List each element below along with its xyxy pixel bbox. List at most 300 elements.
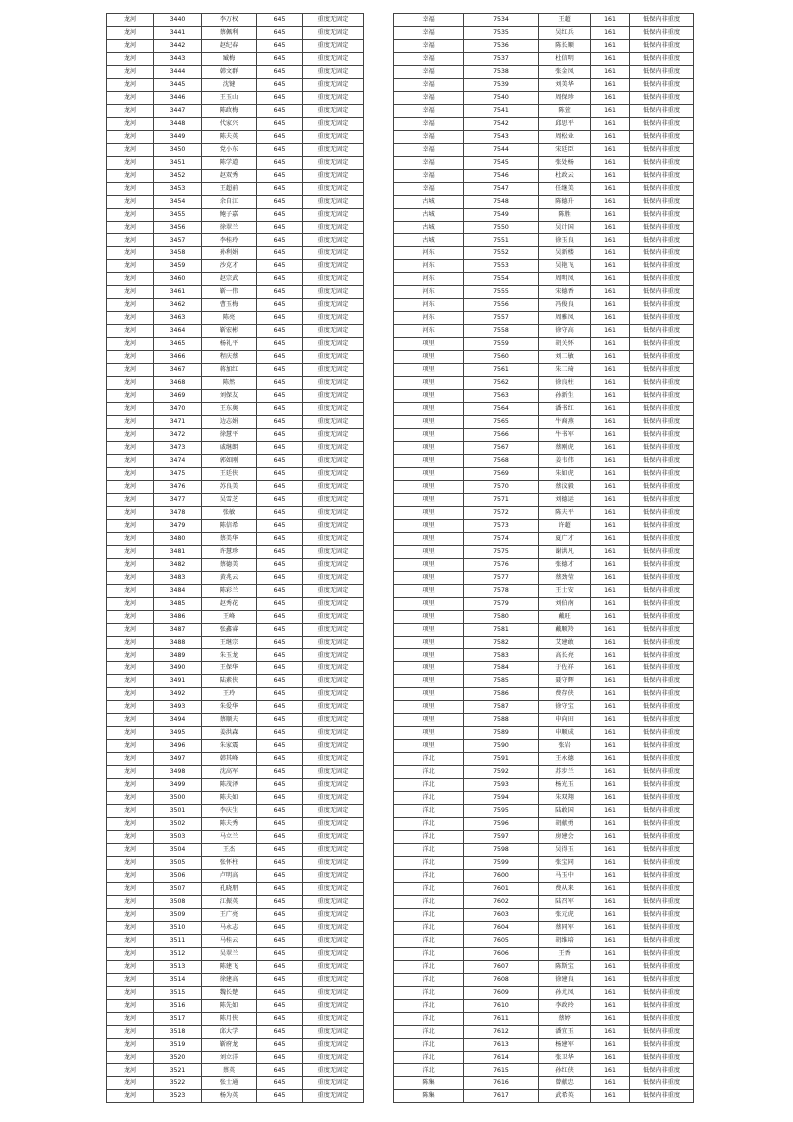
table-row (394, 960, 694, 973)
table-row (394, 351, 694, 364)
table-cell: 龙河 (107, 416, 154, 429)
table-cell: 王峰 (202, 610, 257, 623)
table-cell: 张金凤 (539, 65, 591, 78)
table-cell: 低保内非重度 (630, 766, 694, 779)
table-cell: 重度无固定 (303, 39, 364, 52)
table-cell: 645 (257, 545, 303, 558)
table-row (394, 662, 694, 675)
table-cell: 陈然 (202, 377, 257, 390)
table-cell: 7575 (464, 545, 539, 558)
table-row (394, 260, 694, 273)
table-row (107, 441, 364, 454)
table-cell: 低保内非重度 (630, 831, 694, 844)
table-row (107, 143, 364, 156)
table-cell: 幸福 (394, 78, 464, 91)
table-cell: 王超 (539, 14, 591, 27)
table-cell: 低保内非重度 (630, 247, 694, 260)
table-cell: 吴红兵 (539, 26, 591, 39)
table-cell: 3473 (154, 441, 202, 454)
table-cell: 许慧珍 (202, 545, 257, 558)
table-cell: 3470 (154, 403, 202, 416)
table-cell: 低保内非重度 (630, 649, 694, 662)
table-cell: 幸福 (394, 26, 464, 39)
table-cell: 王超前 (202, 182, 257, 195)
table-cell: 洋北 (394, 882, 464, 895)
table-cell: 低保内非重度 (630, 299, 694, 312)
table-cell: 低保内非重度 (630, 26, 694, 39)
table-row (394, 429, 694, 442)
table-row (394, 312, 694, 325)
table-cell: 645 (257, 895, 303, 908)
table-cell: 645 (257, 792, 303, 805)
table-row (394, 39, 694, 52)
table-cell: 重度无固定 (303, 779, 364, 792)
table-cell: 项里 (394, 584, 464, 597)
table-cell: 低保内非重度 (630, 545, 694, 558)
table-cell: 陈集 (394, 1077, 464, 1090)
table-cell: 161 (591, 78, 630, 91)
table-row (394, 454, 694, 467)
table-cell: 低保内非重度 (630, 351, 694, 364)
table-cell: 低保内非重度 (630, 844, 694, 857)
table-cell: 张敏 (202, 506, 257, 519)
table-cell: 沈高军 (202, 766, 257, 779)
table-cell: 河东 (394, 247, 464, 260)
table-cell: 3444 (154, 65, 202, 78)
table-cell: 重度无固定 (303, 117, 364, 130)
table-cell: 龙河 (107, 908, 154, 921)
table-cell: 161 (591, 299, 630, 312)
table-row (394, 208, 694, 221)
table-cell: 龙河 (107, 377, 154, 390)
table-cell: 161 (591, 649, 630, 662)
table-row (394, 480, 694, 493)
table-cell: 3503 (154, 831, 202, 844)
table-cell: 3488 (154, 636, 202, 649)
table-cell: 645 (257, 208, 303, 221)
table-cell: 645 (257, 351, 303, 364)
table-cell: 3454 (154, 195, 202, 208)
table-cell: 3486 (154, 610, 202, 623)
table-cell: 低保内非重度 (630, 740, 694, 753)
table-cell: 645 (257, 727, 303, 740)
table-cell: 吴得玉 (539, 844, 591, 857)
table-row (107, 169, 364, 182)
table-cell: 3469 (154, 390, 202, 403)
table-cell: 费存侠 (539, 688, 591, 701)
table-cell: 重度无固定 (303, 831, 364, 844)
table-row (107, 545, 364, 558)
table-cell: 龙河 (107, 856, 154, 869)
table-cell: 陈学道 (202, 156, 257, 169)
table-cell: 朱双翔 (539, 792, 591, 805)
table-cell: 低保内非重度 (630, 1077, 694, 1090)
table-cell: 低保内非重度 (630, 714, 694, 727)
table-cell: 645 (257, 856, 303, 869)
table-cell: 645 (257, 506, 303, 519)
table-cell: 龙河 (107, 1077, 154, 1090)
table-row (107, 377, 364, 390)
table-row (394, 869, 694, 882)
table-cell: 龙河 (107, 364, 154, 377)
table-cell: 朱玉龙 (202, 649, 257, 662)
table-cell: 龙河 (107, 727, 154, 740)
table-cell: 645 (257, 908, 303, 921)
table-cell: 161 (591, 831, 630, 844)
table-row (394, 882, 694, 895)
table-cell: 张士通 (202, 1077, 257, 1090)
table-cell: 161 (591, 195, 630, 208)
table-cell: 重度无固定 (303, 1012, 364, 1025)
table-cell: 陈德升 (539, 195, 591, 208)
table-cell: 7561 (464, 364, 539, 377)
table-cell: 低保内非重度 (630, 117, 694, 130)
table-cell: 7605 (464, 934, 539, 947)
table-cell: 马玉中 (539, 869, 591, 882)
table-row (107, 14, 364, 27)
table-cell: 7615 (464, 1064, 539, 1077)
table-cell: 645 (257, 14, 303, 27)
table-cell: 3520 (154, 1051, 202, 1064)
table-cell: 3448 (154, 117, 202, 130)
table-row (394, 221, 694, 234)
table-row (107, 856, 364, 869)
table-row (107, 831, 364, 844)
table-cell: 重度无固定 (303, 571, 364, 584)
table-cell: 7573 (464, 519, 539, 532)
table-cell: 杨礼平 (202, 338, 257, 351)
table-cell: 161 (591, 429, 630, 442)
table-cell: 161 (591, 221, 630, 234)
table-cell: 低保内非重度 (630, 610, 694, 623)
table-row (107, 519, 364, 532)
table-cell: 蔡顺夫 (202, 714, 257, 727)
table-cell: 3493 (154, 701, 202, 714)
table-cell: 645 (257, 364, 303, 377)
table-cell: 645 (257, 831, 303, 844)
table-cell: 3501 (154, 805, 202, 818)
table-cell: 645 (257, 1012, 303, 1025)
table-cell: 645 (257, 195, 303, 208)
table-cell: 3485 (154, 597, 202, 610)
table-row (394, 779, 694, 792)
table-row (394, 727, 694, 740)
table-row (107, 195, 364, 208)
table-row (394, 1025, 694, 1038)
table-cell: 韩其峰 (202, 753, 257, 766)
table-row (107, 753, 364, 766)
table-cell: 聂守辉 (539, 675, 591, 688)
table-cell: 低保内非重度 (630, 403, 694, 416)
table-cell: 沙克才 (202, 260, 257, 273)
table-cell: 161 (591, 156, 630, 169)
table-row (394, 247, 694, 260)
table-cell: 重度无固定 (303, 104, 364, 117)
table-cell: 龙河 (107, 701, 154, 714)
table-cell: 低保内非重度 (630, 532, 694, 545)
table-row (394, 636, 694, 649)
table-cell: 161 (591, 610, 630, 623)
table-cell: 7600 (464, 869, 539, 882)
table-cell: 龙河 (107, 26, 154, 39)
table-cell: 古城 (394, 221, 464, 234)
table-cell: 161 (591, 1090, 630, 1103)
table-cell: 161 (591, 26, 630, 39)
table-cell: 龙河 (107, 78, 154, 91)
table-cell: 161 (591, 1051, 630, 1064)
table-cell: 洋北 (394, 779, 464, 792)
table-cell: 3504 (154, 844, 202, 857)
table-row (107, 688, 364, 701)
table-cell: 7610 (464, 999, 539, 1012)
table-cell: 低保内非重度 (630, 390, 694, 403)
table-cell: 3483 (154, 571, 202, 584)
table-cell: 7574 (464, 532, 539, 545)
table-cell: 龙河 (107, 493, 154, 506)
table-cell: 161 (591, 390, 630, 403)
table-cell: 洋北 (394, 895, 464, 908)
table-row (107, 1012, 364, 1025)
table-cell: 幸福 (394, 52, 464, 65)
table-cell: 牛书军 (539, 429, 591, 442)
table-cell: 陈集 (394, 1090, 464, 1103)
table-row (107, 714, 364, 727)
table-cell: 161 (591, 947, 630, 960)
table-cell: 161 (591, 921, 630, 934)
table-cell: 重度无固定 (303, 986, 364, 999)
table-cell: 低保内非重度 (630, 921, 694, 934)
table-cell: 7593 (464, 779, 539, 792)
table-cell: 3462 (154, 299, 202, 312)
table-cell: 7545 (464, 156, 539, 169)
table-cell: 低保内非重度 (630, 377, 694, 390)
table-cell: 蔡佩利 (202, 26, 257, 39)
table-cell: 161 (591, 39, 630, 52)
table-row (107, 610, 364, 623)
table-cell: 低保内非重度 (630, 454, 694, 467)
table-row (107, 908, 364, 921)
table-row (394, 818, 694, 831)
table-cell: 重度无固定 (303, 52, 364, 65)
table-cell: 7570 (464, 480, 539, 493)
table-cell: 3472 (154, 429, 202, 442)
table-row (107, 805, 364, 818)
table-cell: 645 (257, 156, 303, 169)
table-cell: 龙河 (107, 636, 154, 649)
table-cell: 3478 (154, 506, 202, 519)
table-row (394, 895, 694, 908)
table-row (107, 766, 364, 779)
table-cell: 低保内非重度 (630, 779, 694, 792)
table-cell: 幸福 (394, 91, 464, 104)
table-cell: 7537 (464, 52, 539, 65)
table-cell: 3490 (154, 662, 202, 675)
table-cell: 洋北 (394, 856, 464, 869)
table-row (394, 104, 694, 117)
table-cell: 吴艳飞 (539, 260, 591, 273)
table-cell: 低保内非重度 (630, 325, 694, 338)
table-cell: 161 (591, 805, 630, 818)
table-cell: 3515 (154, 986, 202, 999)
table-cell: 161 (591, 766, 630, 779)
table-cell: 161 (591, 623, 630, 636)
table-row (394, 610, 694, 623)
table-cell: 重度无固定 (303, 441, 364, 454)
table-cell: 161 (591, 1025, 630, 1038)
table-cell: 洋北 (394, 934, 464, 947)
table-cell: 洋北 (394, 908, 464, 921)
table-cell: 重度无固定 (303, 403, 364, 416)
table-cell: 龙河 (107, 506, 154, 519)
table-cell: 卢明高 (202, 869, 257, 882)
table-cell: 洋北 (394, 869, 464, 882)
table-cell: 645 (257, 117, 303, 130)
table-cell: 重度无固定 (303, 999, 364, 1012)
table-cell: 重度无固定 (303, 597, 364, 610)
table-cell: 7596 (464, 818, 539, 831)
table-cell: 3461 (154, 286, 202, 299)
table-cell: 项里 (394, 610, 464, 623)
table-cell: 重度无固定 (303, 429, 364, 442)
table-cell: 于佐祥 (539, 662, 591, 675)
table-cell: 陆召军 (539, 895, 591, 908)
table-cell: 戴旺 (539, 610, 591, 623)
table-cell: 重度无固定 (303, 1090, 364, 1103)
table-cell: 161 (591, 104, 630, 117)
table-row (394, 1090, 694, 1103)
table-cell: 161 (591, 143, 630, 156)
table-cell: 鲍子嘉 (202, 208, 257, 221)
table-row (107, 740, 364, 753)
table-cell: 7578 (464, 584, 539, 597)
table-cell: 王保华 (202, 662, 257, 675)
table-cell: 项里 (394, 454, 464, 467)
table-row (107, 117, 364, 130)
table-cell: 7609 (464, 986, 539, 999)
table-row (107, 429, 364, 442)
table-cell: 马桂云 (202, 934, 257, 947)
table-cell: 161 (591, 675, 630, 688)
table-cell: 3516 (154, 999, 202, 1012)
table-cell: 低保内非重度 (630, 1038, 694, 1051)
table-cell: 161 (591, 506, 630, 519)
table-cell: 3494 (154, 714, 202, 727)
table-row (394, 1051, 694, 1064)
table-cell: 洋北 (394, 960, 464, 973)
table-cell: 重度无固定 (303, 623, 364, 636)
table-row (394, 545, 694, 558)
table-cell: 龙河 (107, 117, 154, 130)
table-row (394, 234, 694, 247)
table-row (394, 286, 694, 299)
table-cell: 7535 (464, 26, 539, 39)
table-cell: 蔡同军 (539, 921, 591, 934)
table-row (107, 1038, 364, 1051)
table-row (107, 675, 364, 688)
table-cell: 徐建高 (202, 973, 257, 986)
table-cell: 161 (591, 636, 630, 649)
table-cell: 项里 (394, 740, 464, 753)
table-cell: 3477 (154, 493, 202, 506)
table-cell: 7583 (464, 649, 539, 662)
table-row (107, 701, 364, 714)
table-cell: 魏长楚 (202, 986, 257, 999)
table-cell: 李政玲 (539, 999, 591, 1012)
table-cell: 王香 (539, 947, 591, 960)
table-row (107, 338, 364, 351)
table-cell: 低保内非重度 (630, 675, 694, 688)
table-row (394, 1064, 694, 1077)
table-row (394, 714, 694, 727)
table-row (394, 14, 694, 27)
table-row (107, 947, 364, 960)
table-cell: 陈建飞 (202, 960, 257, 973)
table-cell: 645 (257, 377, 303, 390)
table-cell: 645 (257, 234, 303, 247)
table-cell: 3447 (154, 104, 202, 117)
table-cell: 龙河 (107, 753, 154, 766)
table-cell: 7544 (464, 143, 539, 156)
table-row (107, 844, 364, 857)
table-cell: 7601 (464, 882, 539, 895)
table-cell: 7572 (464, 506, 539, 519)
table-cell: 杨为英 (202, 1090, 257, 1103)
table-cell: 胡献勇 (539, 818, 591, 831)
table-cell: 7595 (464, 805, 539, 818)
table-cell: 洋北 (394, 986, 464, 999)
table-cell: 龙河 (107, 1090, 154, 1103)
table-cell: 申顺成 (539, 727, 591, 740)
table-cell: 龙河 (107, 766, 154, 779)
table-cell: 低保内非重度 (630, 78, 694, 91)
table-cell: 重度无固定 (303, 610, 364, 623)
table-cell: 645 (257, 1038, 303, 1051)
table-cell: 龙河 (107, 662, 154, 675)
table-cell: 龙河 (107, 156, 154, 169)
table-cell: 陆素侠 (202, 675, 257, 688)
table-row (107, 273, 364, 286)
table-cell: 低保内非重度 (630, 286, 694, 299)
table-cell: 161 (591, 312, 630, 325)
table-cell: 龙河 (107, 818, 154, 831)
table-cell: 重度无固定 (303, 1038, 364, 1051)
table-cell: 龙河 (107, 688, 154, 701)
table-cell: 645 (257, 818, 303, 831)
table-cell: 645 (257, 532, 303, 545)
table-cell: 3502 (154, 818, 202, 831)
table-row (107, 454, 364, 467)
table-cell: 蒋加红 (202, 364, 257, 377)
table-cell: 项里 (394, 480, 464, 493)
table-cell: 蔡英 (202, 1064, 257, 1077)
table-cell: 李庆生 (202, 805, 257, 818)
table-cell: 161 (591, 986, 630, 999)
table-cell: 645 (257, 78, 303, 91)
table-cell: 重度无固定 (303, 493, 364, 506)
table-cell: 项里 (394, 714, 464, 727)
table-cell: 低保内非重度 (630, 1090, 694, 1103)
table-cell: 龙河 (107, 39, 154, 52)
table-cell: 645 (257, 869, 303, 882)
table-cell: 陈夫秀 (202, 818, 257, 831)
table-cell: 靳府龙 (202, 1038, 257, 1051)
table-cell: 3451 (154, 156, 202, 169)
table-cell: 河东 (394, 286, 464, 299)
table-cell: 蔡劲莹 (539, 571, 591, 584)
table-row (107, 869, 364, 882)
table-cell: 项里 (394, 429, 464, 442)
table-cell: 645 (257, 286, 303, 299)
